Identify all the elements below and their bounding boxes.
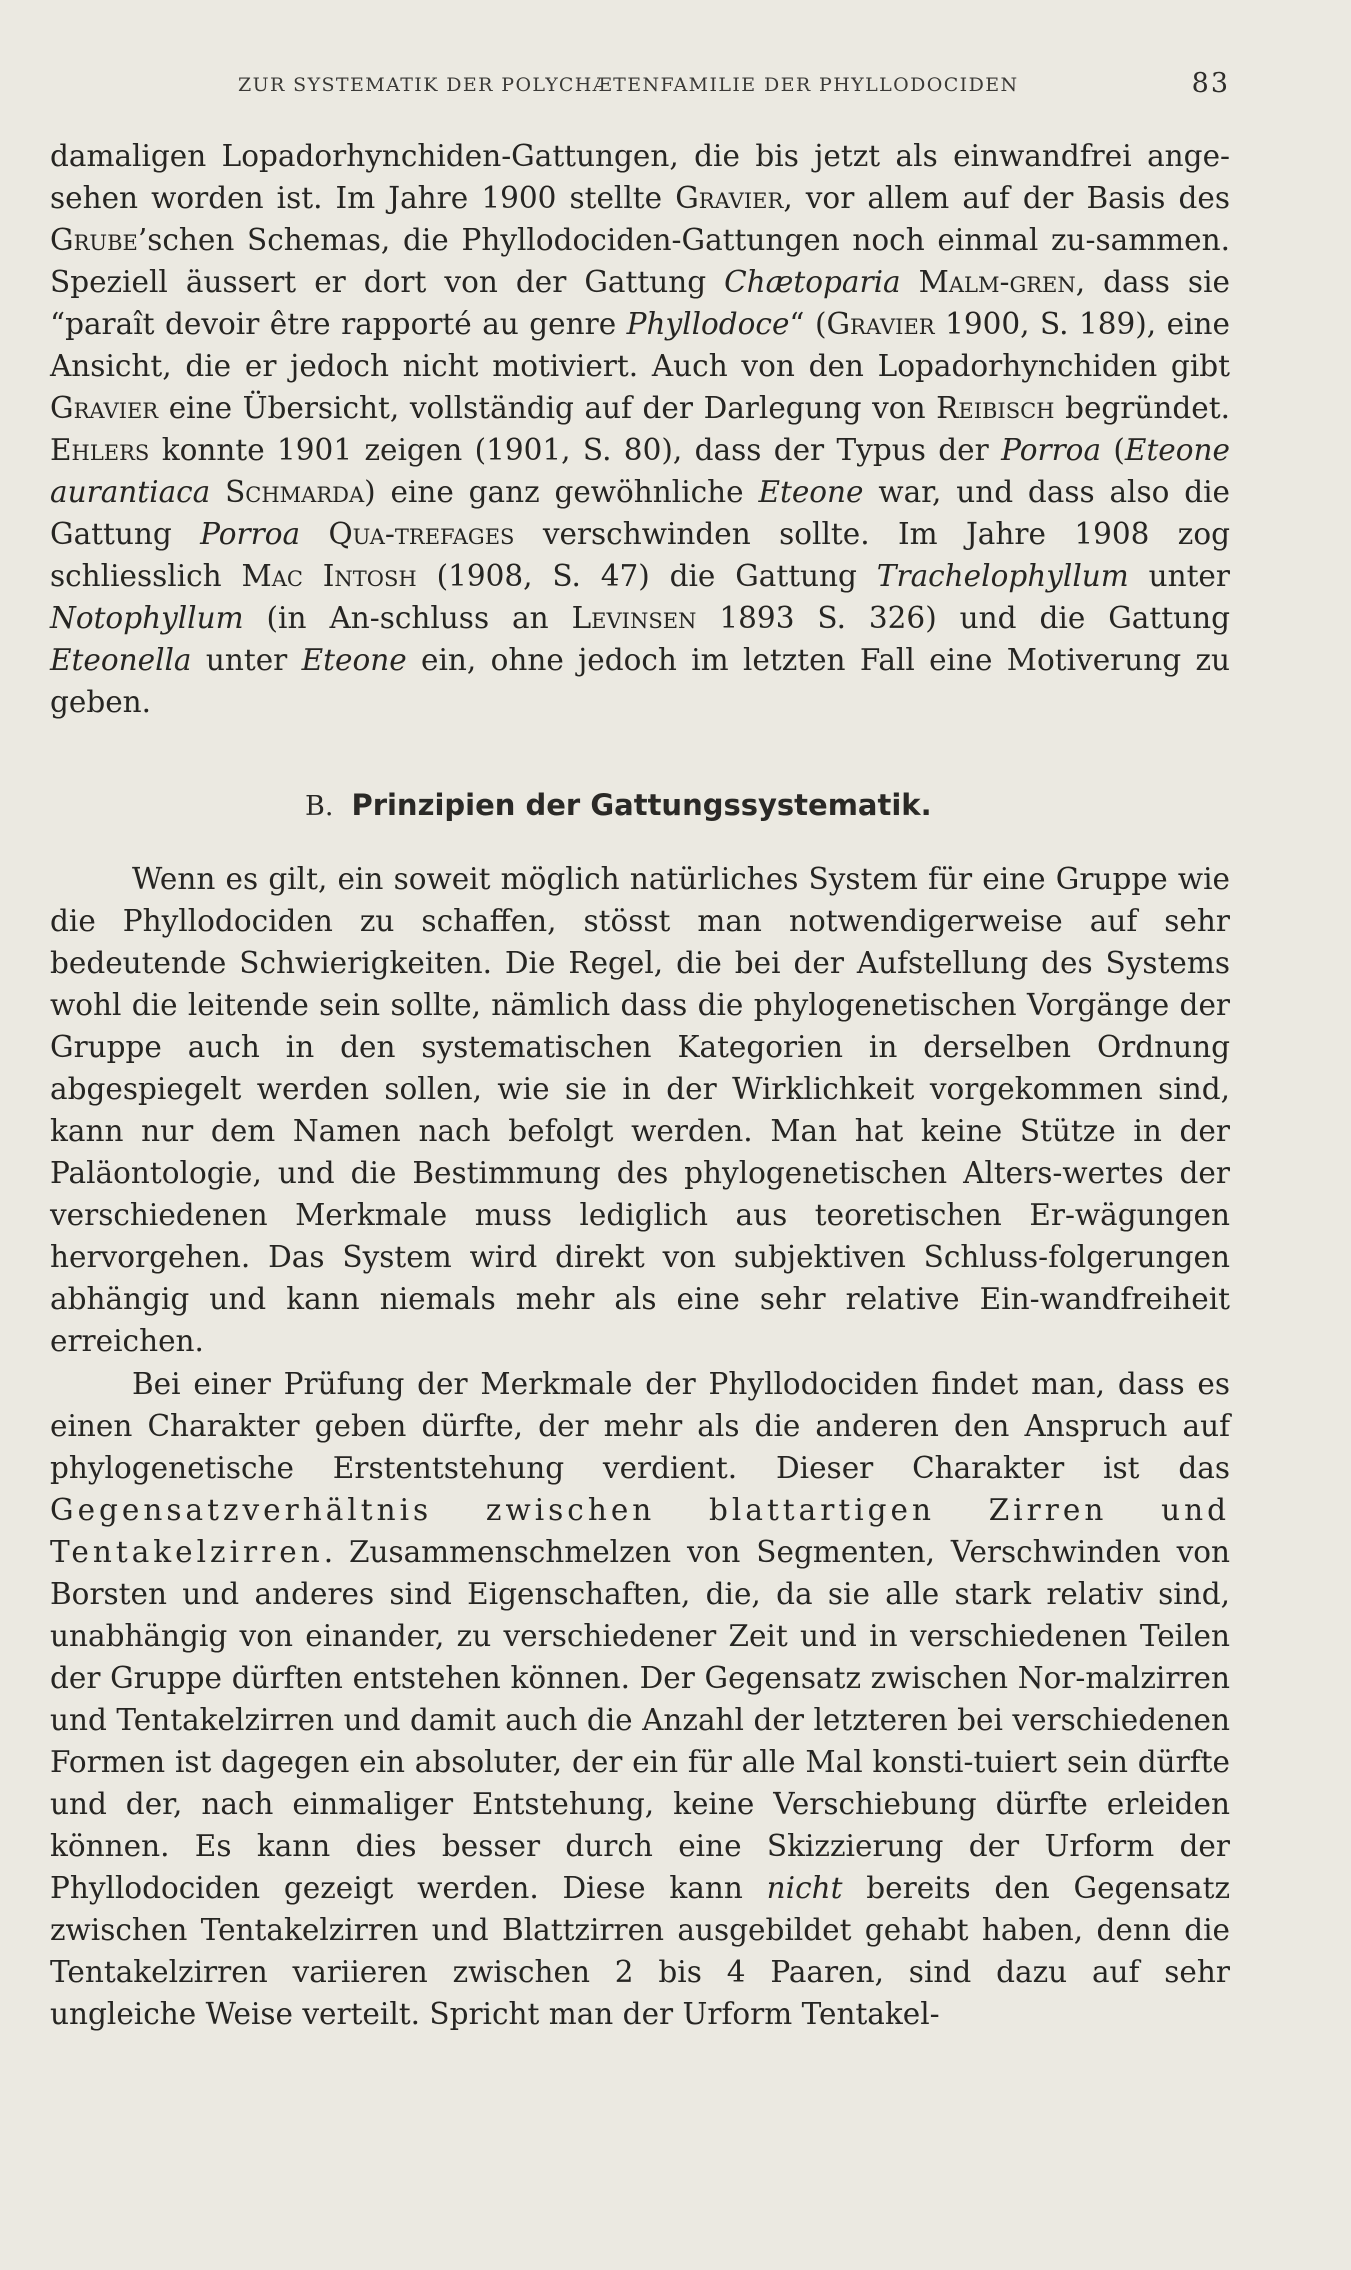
text-run: 1900, S. 189), eine Ansicht, die er jedoch nicht motiviert. Auch von den Lopadorhynchiden gibt (50, 307, 1230, 383)
taxon-name: Phyllodoce (626, 307, 790, 341)
text-run: 1893 S. 326) und die Gattung (719, 601, 1230, 635)
text-run: damaligen Lopadorhynchiden-Gattungen, die bis jetzt als einwandfrei ange-sehen worden ist. Im Jahre 1900 stellte (50, 139, 1230, 215)
paragraph-text: Wenn es gilt, ein soweit möglich natürliches System für eine Gruppe wie die Phyllodociden zu schaffen, stösst man notwendigerweise auf sehr bedeutende Schwierigkeiten. Die Regel, die bei der Aufstellung des Systems wohl die leitende sein sollte, nämlich dass die phylogenetischen Vorgänge der Gruppe auch in den systematischen Kategorien in derselben Ordnung abgespiegelt werden sollen, wie sie in der Wirklichkeit vorgekommen sind, kann nur dem Namen nach befolgt werden. Man hat keine Stütze in der Paläontologie, und die Bestimmung des phylogenetischen Alters-wertes der verschiedenen Merkmale muss lediglich aus teoretischen Er-wägungen hervorgehen. Das System wird direkt von subjektiven Schluss-folgerungen abhängig und kann niemals mehr als eine sehr relative Ein-wandfreiheit erreichen. (50, 862, 1230, 1358)
text-run: unter (205, 643, 288, 677)
emphasized-word: nicht (766, 1871, 843, 1905)
text-run: ein, ohne jedoch im letzten Fall eine Motiverung zu geben. (50, 643, 1230, 719)
author-name: Reibisch (936, 391, 1055, 425)
text-run: unter (1148, 559, 1230, 593)
section-heading (305, 788, 932, 822)
taxon-name: Chætoparia (724, 265, 901, 299)
taxon-name: Eteone aurantiaca (50, 433, 1230, 509)
paragraph-2 (50, 858, 1230, 1362)
section-letter: B. (305, 791, 334, 822)
text-run: (1908, S. 47) die Gattung (436, 559, 857, 593)
author-name: Gravier (675, 181, 784, 215)
text-run: verschwinden sollte. Im Jahre 1908 zog schliesslich (50, 517, 1230, 593)
text-run: begründet. (1065, 391, 1230, 425)
text-run: (in An-schluss an (266, 601, 549, 635)
taxon-name: Trachelophyllum (876, 559, 1129, 593)
text-run: konnte 1901 zeigen (1901, S. 80), dass der Typus der (161, 433, 989, 467)
page-number: 83 (1191, 68, 1230, 99)
page-header (50, 66, 1230, 106)
author-name: Gravier (50, 391, 159, 425)
text-run: ( (1113, 433, 1125, 467)
text-run: eine Übersicht, vollständig auf der Darlegung von (168, 391, 926, 425)
author-name: Malm-gren (918, 265, 1076, 299)
text-run: , dass sie “paraît devoir être rapporté au genre (50, 265, 1230, 341)
text-run: war, und dass also die Gattung (50, 475, 1230, 551)
text-run: Bei einer Prüfung der Merkmale der Phyllodociden findet man, dass es einen Charakter geben dürfte, der mehr als die anderen den Anspruch auf phylogenetische Erstentstehung verdient. Dieser Charakter ist das (50, 1367, 1230, 1485)
text-run: ) eine ganz gewöhnliche (364, 475, 744, 509)
text-run: bereits den Gegensatz zwischen Tentakelzirren und Blattzirren ausgebildet gehabt haben, denn die Tentakelzirren variieren zwischen 2 bis 4 Paaren, sind dazu auf sehr ungleiche Weise verteilt. Spricht man der Urform Tentakel- (50, 1871, 1231, 2031)
author-name: Ehlers (50, 433, 150, 467)
taxon-name: Eteone (301, 643, 407, 677)
taxon-name: Notophyllum (50, 601, 244, 635)
emphasized-term: Gegensatzverhältnis zwischen blattartigen Zirren und Tentakelzirren (50, 1493, 1230, 1569)
author-name: Qua-trefages (328, 517, 515, 551)
author-name: Gravier (826, 307, 935, 341)
author-name: Schmarda (225, 475, 365, 509)
author-name: Mac Intosh (241, 559, 417, 593)
author-name: Grube (50, 223, 138, 257)
paragraph-1 (50, 135, 1230, 723)
taxon-name: Eteone (758, 475, 864, 509)
text-run: “ ( (789, 307, 827, 341)
taxon-name: Porroa (200, 517, 301, 551)
author-name: Levinsen (571, 601, 697, 635)
text-run: ’schen Schemas, die Phyllodociden-Gattungen noch einmal zu-sammen. Speziell äussert er dort von der Gattung (50, 223, 1230, 299)
section-title: Prinzipien der Gattungssystematik. (351, 788, 932, 822)
paragraph-3 (50, 1363, 1230, 2035)
taxon-name: Porroa (1001, 433, 1102, 467)
taxon-name: Eteonella (50, 643, 192, 677)
text-run: . Zusammenschmelzen von Segmenten, Verschwinden von Borsten und anderes sind Eigenschaften, die, da sie alle stark relativ sind, unabhängig von einander, zu verschiedener Zeit und in verschiedenen Teilen der Gruppe dürften entstehen können. Der Gegensatz zwischen Nor-malzirren und Tentakelzirren und damit auch die Anzahl der letzteren bei verschiedenen Formen ist dagegen ein absoluter, der ein für alle Mal konsti-tuiert sein dürfte und der, nach einmaliger Entstehung, keine Verschiebung dürfte erleiden können. Es kann dies besser durch eine Skizzierung der Urform der Phyllodociden gezeigt werden. Diese kann (50, 1535, 1230, 1905)
text-run: , vor allem auf der Basis des (783, 181, 1230, 215)
running-title: ZUR SYSTEMATIK DER POLYCHÆTENFAMILIE DER PHYLLODOCIDEN (238, 74, 1019, 96)
